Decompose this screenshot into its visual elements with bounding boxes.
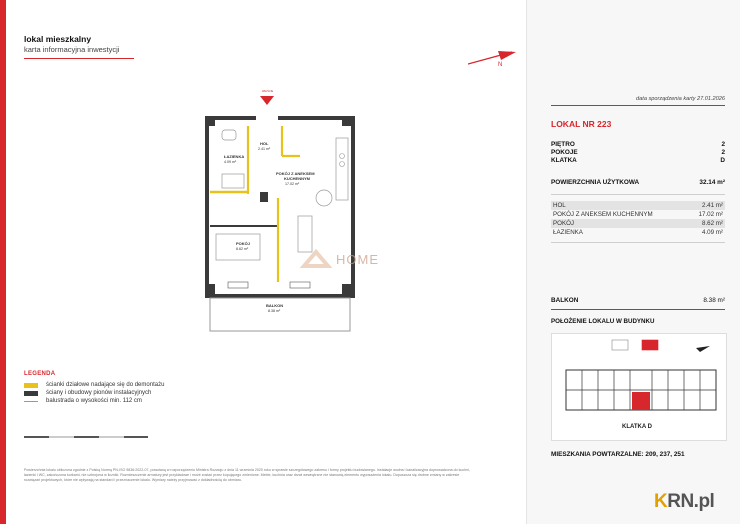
north-arrow-icon	[468, 48, 520, 68]
room-pokoj-label: POKÓJ	[236, 241, 251, 246]
room-name: HOL	[553, 202, 566, 209]
room-aneks-area: 17.02 m²	[285, 182, 300, 186]
room-area: 17.02 m²	[698, 211, 723, 218]
building-location-map	[551, 333, 727, 441]
legend-swatch-walls	[24, 391, 38, 396]
polozenie-heading: POŁOŻENIE LOKALU W BUDYNKU	[551, 318, 655, 325]
krn-watermark: KRN.pl	[654, 491, 715, 512]
klatka-d-label: KLATKA D	[622, 424, 652, 430]
pietro-label: PIĘTRO	[551, 141, 575, 148]
balkon-row	[551, 297, 725, 304]
building-plan	[552, 334, 726, 440]
divider	[551, 194, 725, 195]
klatka-row	[551, 157, 725, 164]
divider	[551, 242, 725, 243]
balkon-label: BALKON	[551, 297, 579, 304]
page-title: lokal mieszkalny	[24, 34, 92, 44]
pu-label: POWIERZCHNIA UŻYTKOWA	[551, 179, 640, 186]
legend-label: ściany i obudowy pionów instalacyjnych	[46, 390, 152, 396]
page-subtitle: karta informacyjna inwestycji	[24, 45, 120, 54]
room-aneks-label-2: KUCHENNYM	[284, 176, 310, 181]
balkon-value: 8.38 m²	[703, 297, 725, 304]
room-area: 4.09 m²	[702, 229, 723, 236]
legend-label: ścianki działowe nadające się do demontażu	[46, 382, 165, 388]
legend-item	[24, 397, 164, 405]
card-date: data sporządzenia karty 27.01.2026	[636, 96, 725, 102]
svg-text:N: N	[498, 62, 503, 68]
klatka-value: D	[720, 157, 725, 164]
room-area: 2.41 m²	[702, 202, 723, 209]
lokal-number: LOKAL NR 223	[551, 119, 612, 129]
info-pane	[526, 0, 740, 524]
room-lazienka-area: 4.09 m²	[224, 160, 237, 164]
home-watermark: HOME	[336, 252, 379, 267]
pu-value: 32.14 m²	[699, 179, 725, 186]
pokoje-row	[551, 149, 725, 156]
room-pokoj-area: 8.62 m²	[236, 247, 249, 251]
klatka-label: KLATKA	[551, 157, 577, 164]
accent-bar	[0, 0, 6, 524]
room-hol-label: HOL	[260, 141, 269, 146]
divider	[551, 309, 725, 310]
pokoje-label: POKOJE	[551, 149, 578, 156]
pietro-value: 2	[721, 141, 725, 148]
scale-bar	[24, 432, 154, 442]
room-lazienka-label: ŁAZIENKA	[224, 154, 245, 159]
powtarzalne: MIESZKANIA POWTARZALNE: 209, 237, 251	[551, 451, 685, 458]
room-row-lazienka	[551, 228, 725, 237]
room-balkon-area: 8.38 m²	[268, 309, 281, 313]
legend-title: LEGENDA	[24, 371, 56, 377]
room-row-pokoj	[551, 219, 725, 228]
legend-swatch-demontaz	[24, 383, 38, 388]
room-name: ŁAZIENKA	[553, 229, 583, 236]
legend-item	[24, 381, 164, 389]
header-divider	[24, 58, 134, 59]
entrance-label: WEJŚCIE	[262, 90, 274, 93]
pu-row	[551, 179, 725, 186]
legend-swatch-balustrada	[24, 401, 38, 402]
room-name: POKÓJ Z ANEKSEM KUCHENNYM	[553, 211, 653, 218]
legend-item	[24, 389, 164, 397]
room-balkon-label: BALKON	[266, 303, 284, 308]
room-hol-area: 2.41 m²	[258, 147, 271, 151]
room-name: POKÓJ	[553, 220, 574, 227]
pietro-row	[551, 141, 725, 148]
floor-plan	[200, 86, 420, 336]
pokoje-value: 2	[721, 149, 725, 156]
legend-label: balustrada o wysokości min. 112 cm	[46, 398, 142, 404]
room-aneks-label-1: POKÓJ Z ANEKSEM	[276, 171, 315, 176]
room-area: 8.62 m²	[702, 220, 723, 227]
legend	[24, 371, 164, 405]
room-row-hol	[551, 201, 725, 210]
disclaimer-text: Powierzchnia lokalu obliczona zgodnie z Polską Normą PN-ISO 9836:2022-07, powołaną w rozporządzeniu Ministra Rozwoju z dnia 11 września 2020 roku w sprawie szczegółowego zakresu i formy projektu budowlanego. Instalacje wodna i kanalizacyjna doprowadzona do kuchni, łazienki i WC, zakończona korkami, nie uzbrojona w liczniki. Rozmieszczenie armatury jest przykładowe i może zostać przez kupującego zmienione. Meble, kuchnia oraz drzwi wewnętrzne nie stanowią elementu wyposażenia lokalu. Dopuszcza się drobne zmiany w zakresie rozwiązań projektowych, które nie wpływają na standard i przeznaczenie lokalu. Wymiary należy przyjmować z dokładnością do obmiaru.	[24, 468, 471, 483]
divider	[551, 105, 725, 106]
entrance-arrow-icon	[260, 96, 274, 105]
room-row-aneks	[551, 210, 725, 219]
